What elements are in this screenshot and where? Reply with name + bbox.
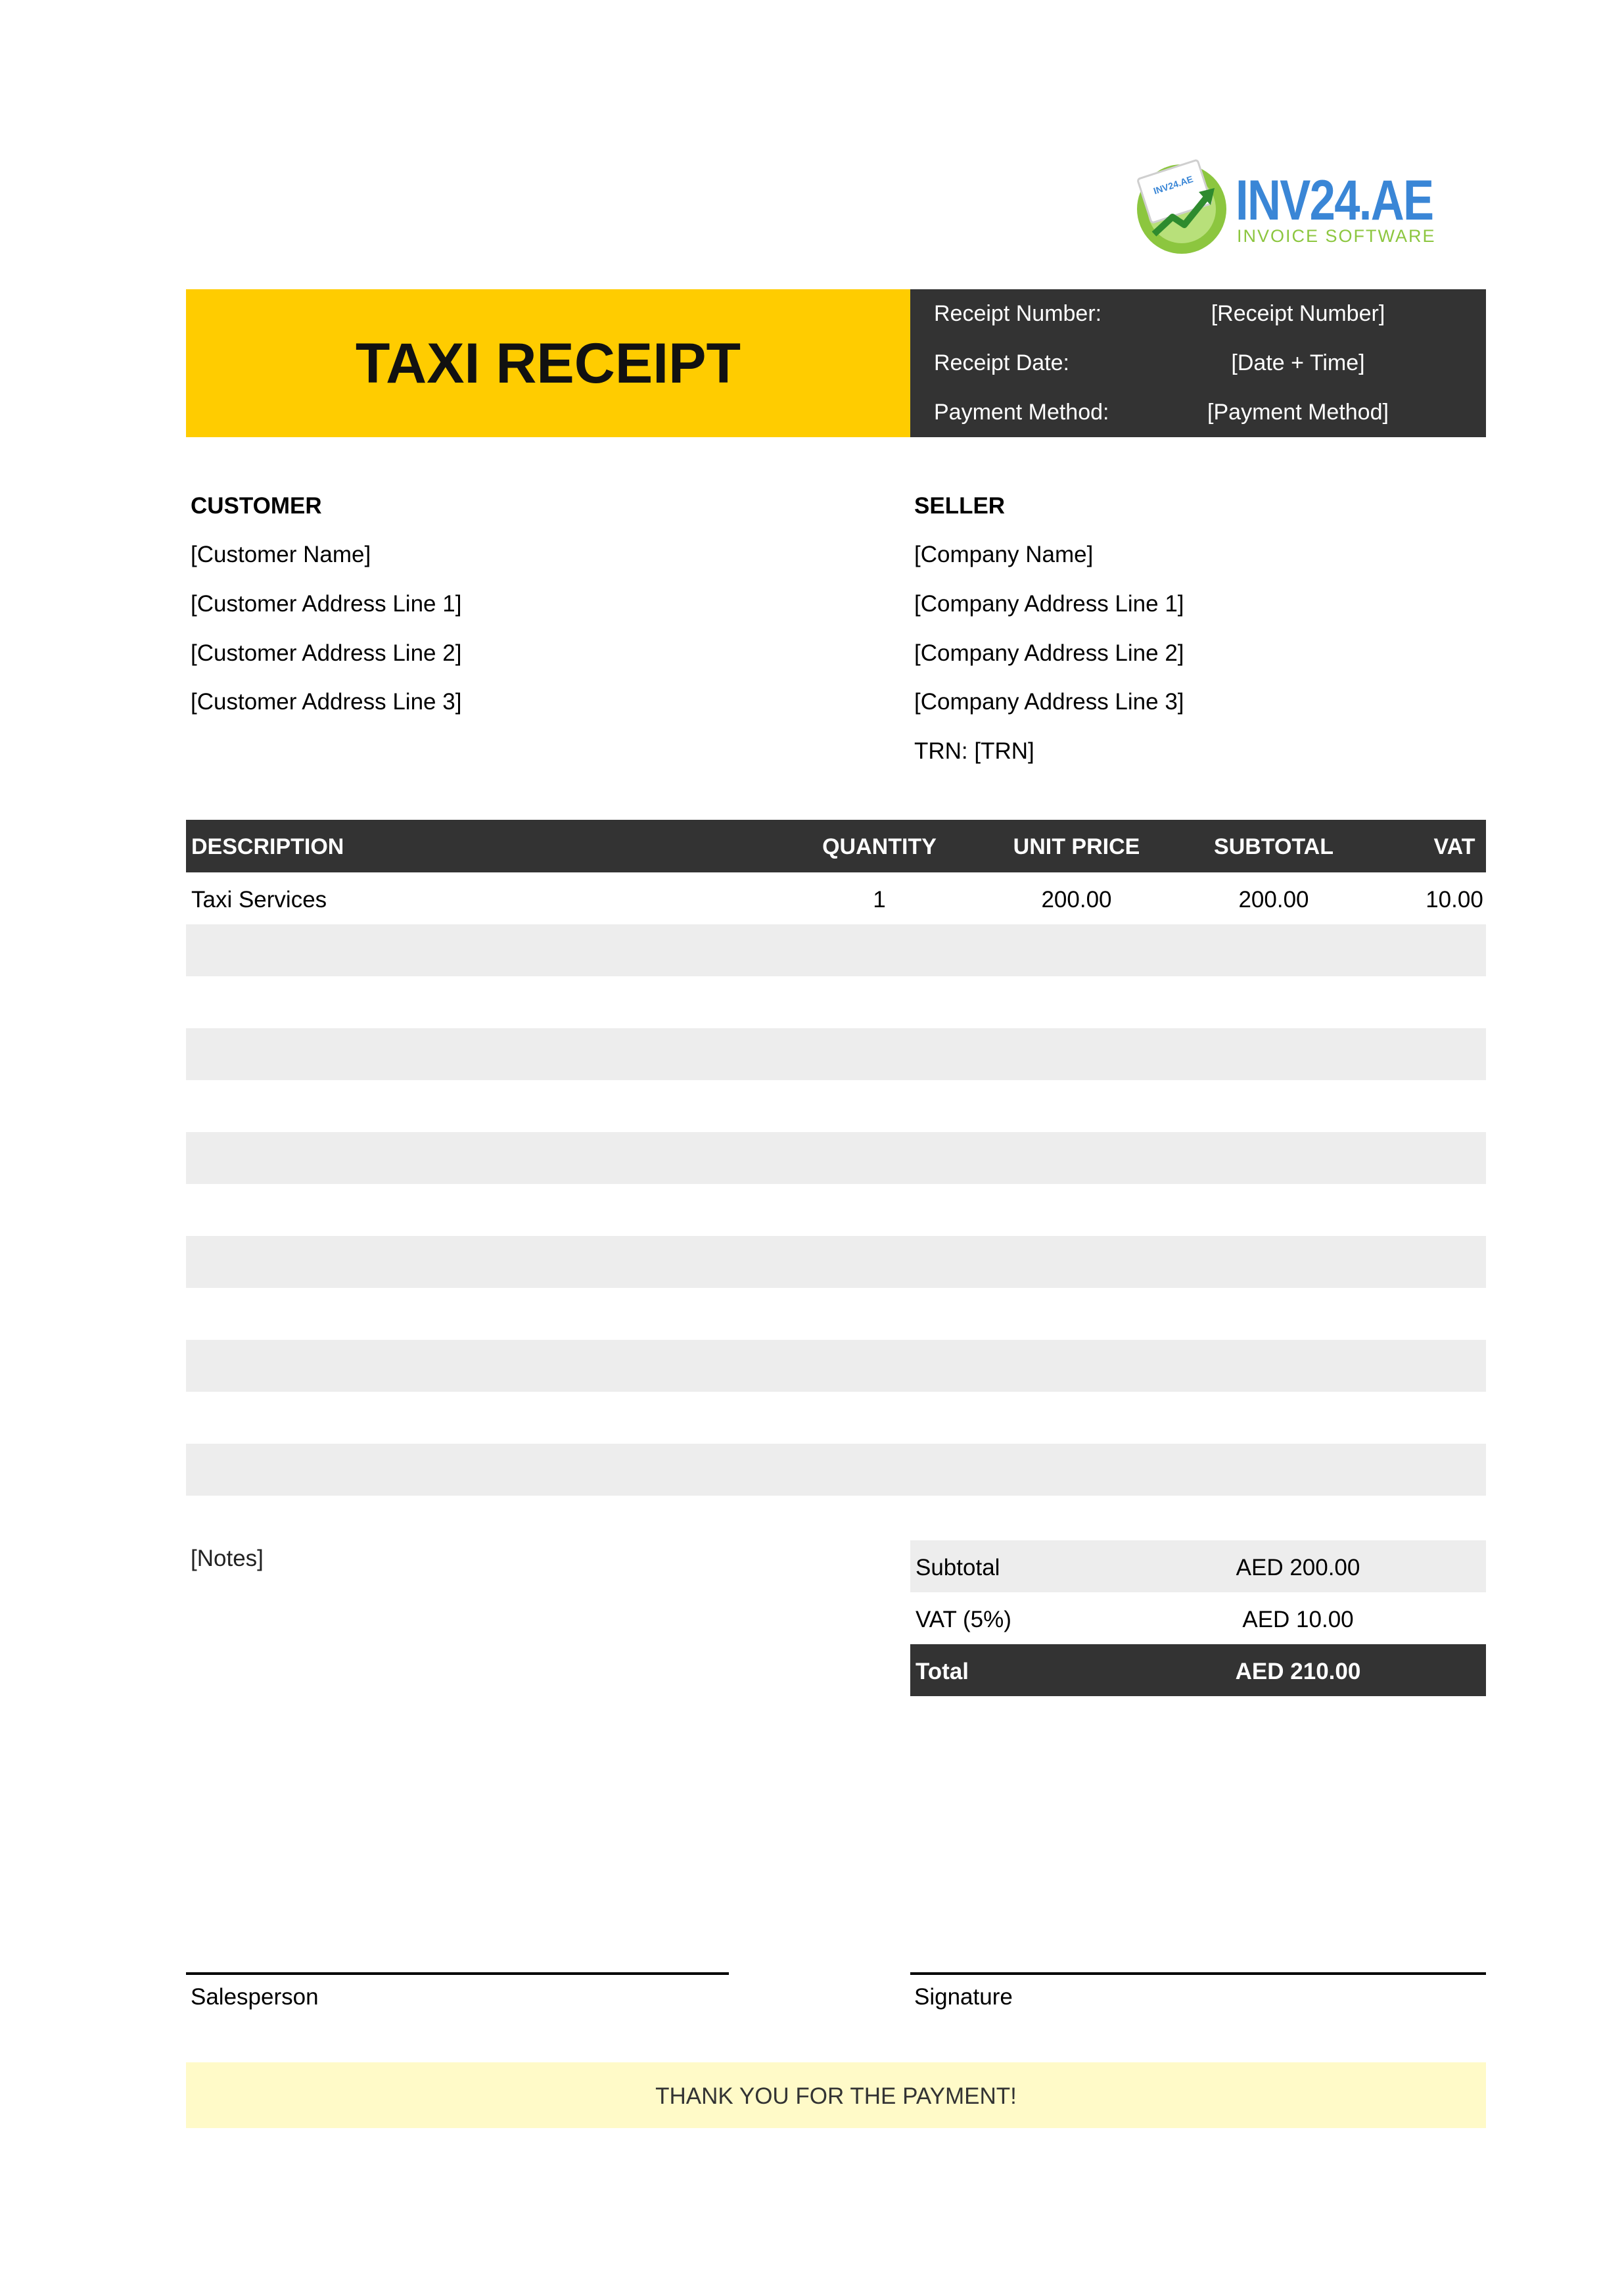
col-unit-price: UNIT PRICE [1013, 834, 1140, 859]
seller-line: [Company Name] [914, 542, 1094, 567]
receipt-date-label: Receipt Date: [934, 350, 1069, 375]
receipt-date-row [910, 339, 1486, 388]
col-quantity: QUANTITY [822, 834, 937, 859]
receipt-info-box [910, 289, 1486, 437]
receipt-number-row [910, 289, 1486, 339]
table-row [186, 1028, 1486, 1080]
seller-trn: TRN: [TRN] [914, 738, 1034, 764]
total-row [910, 1644, 1486, 1696]
signature-label: Signature [914, 1984, 1013, 2010]
cell-unit-price: 200.00 [1041, 887, 1112, 913]
thank-you-banner [186, 2062, 1486, 2128]
customer-line: [Customer Address Line 1] [191, 591, 462, 617]
cell-vat: 10.00 [1426, 887, 1483, 913]
receipt-date-value: [Date + Time] [1231, 350, 1365, 375]
table-row [186, 872, 1486, 924]
table-row [186, 1444, 1486, 1496]
subtotal-value: AED 200.00 [1236, 1555, 1360, 1580]
title-band [186, 289, 910, 437]
payment-method-value: [Payment Method] [1207, 400, 1389, 425]
vat-label: VAT (5%) [916, 1607, 1011, 1632]
col-subtotal: SUBTOTAL [1214, 834, 1334, 859]
subtotal-label: Subtotal [916, 1555, 1000, 1580]
table-row [186, 1184, 1486, 1236]
col-description: DESCRIPTION [191, 834, 344, 859]
customer-heading: CUSTOMER [191, 493, 322, 519]
seller-line: [Company Address Line 2] [914, 640, 1184, 666]
table-row [186, 1340, 1486, 1392]
cell-description: Taxi Services [191, 887, 327, 913]
receipt-number-label: Receipt Number: [934, 301, 1102, 326]
customer-line: [Customer Name] [191, 542, 371, 567]
table-row [186, 924, 1486, 976]
customer-line: [Customer Address Line 2] [191, 640, 462, 666]
salesperson-label: Salesperson [191, 1984, 319, 2010]
seller-line: [Company Address Line 3] [914, 689, 1184, 715]
payment-method-row [910, 388, 1486, 437]
salesperson-line [186, 1972, 729, 1975]
logo-name: INV24.AE [1236, 169, 1433, 232]
signature-line [910, 1972, 1486, 1975]
customer-line: [Customer Address Line 3] [191, 689, 462, 715]
seller-line: [Company Address Line 1] [914, 591, 1184, 617]
table-row [186, 1132, 1486, 1184]
table-row [186, 1236, 1486, 1288]
subtotal-row [910, 1540, 1486, 1592]
cell-subtotal: 200.00 [1238, 887, 1309, 913]
col-vat: VAT [1433, 834, 1475, 859]
table-row [186, 1080, 1486, 1132]
receipt-number-value: [Receipt Number] [1211, 301, 1385, 326]
cell-quantity: 1 [873, 887, 886, 913]
table-row [186, 1288, 1486, 1340]
notes: [Notes] [191, 1546, 264, 1571]
seller-heading: SELLER [914, 493, 1006, 519]
table-row [186, 976, 1486, 1028]
total-label: Total [916, 1659, 969, 1684]
items-table-header [186, 820, 1486, 872]
vat-value: AED 10.00 [1242, 1607, 1354, 1632]
page-title: TAXI RECEIPT [355, 332, 741, 395]
company-logo [1129, 154, 1436, 259]
logo-mark-icon [1129, 154, 1234, 259]
payment-method-label: Payment Method: [934, 400, 1109, 425]
vat-row [910, 1592, 1486, 1644]
total-value: AED 210.00 [1235, 1659, 1361, 1684]
thank-you-text: THANK YOU FOR THE PAYMENT! [655, 2083, 1017, 2109]
logo-tagline: INVOICE SOFTWARE [1237, 226, 1436, 246]
svg-text:INV24.AE: INV24.AE [1151, 174, 1195, 197]
table-row [186, 1392, 1486, 1444]
